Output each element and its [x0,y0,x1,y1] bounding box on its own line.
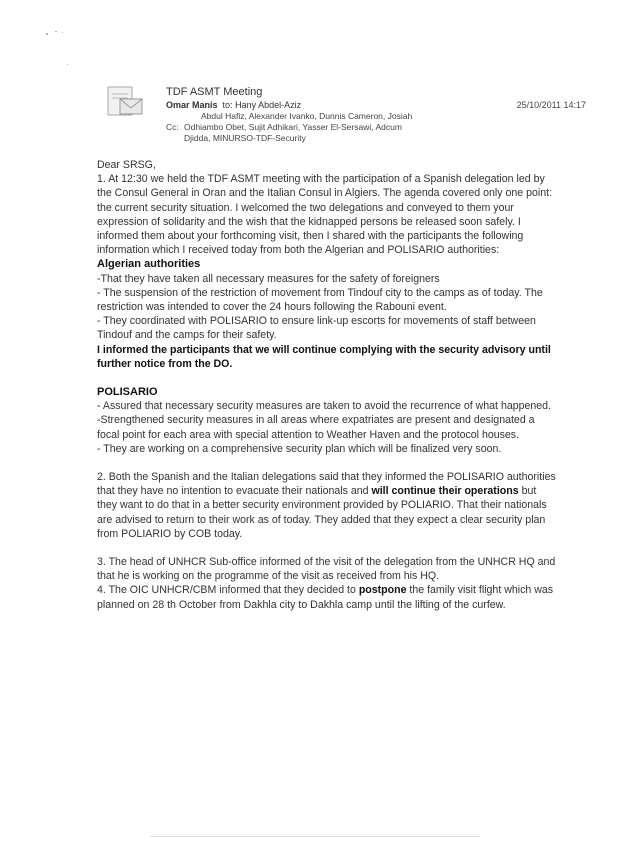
email-from-row [166,99,596,111]
scan-speck [67,64,68,65]
algeria-point-3: - They coordinated with POLISARIO to ensure link-up escorts for movements of staff between Tindouf and the camps for their safety. [97,315,536,342]
paragraph-4-bold: postpone [358,584,407,597]
paragraph-4 [97,583,557,611]
paragraph-3: 3. The head of UNHCR Sub-office informed of the visit of the delegation from the UNHCR HQ and that he is working on the programme of the visit as received from his HQ. [97,556,556,583]
paragraph-2-part-b: but they want to do that in a better security environment provided by POLIARIO. That their nationals are advised to return to their work as of today. They added that they expect a clear security plan from POLIARIO by COB today. [97,485,547,540]
cc-row [166,122,596,133]
scan-speck [46,33,48,35]
email-header [166,86,596,144]
paragraph-4-part-a: 4. The OIC UNHCR/CBM informed that they decided to [97,584,359,597]
email-date: 25/10/2011 14:17 [516,100,586,110]
email-subject: TDF ASMT Meeting [166,86,263,98]
to-recipients-line: Abdul Hafiz, Alexander Ivanko, Dunnis Cameron, Josiah [201,111,413,121]
to-label: to: [222,100,233,110]
envelope-icon [106,84,146,118]
polisario-point-2: -Strengthened security measures in all areas where expatriates are present and designated a focal point for each area with special attention to Weather Haven and the protocol houses. [97,414,535,441]
paragraph-1: 1. At 12:30 we held the TDF ASMT meeting with the participation of a Spanish delegation led by the Consul General in Oran and the Italian Consul in Algiers. The agenda covered only one point: the current security situation. I welcomed the two delegations and conveyed to them your expression of solidarity and the wish that the kidnapped persons be released soon safely. I informed them about your forthcoming visit, then I shared with the participants the following information which I received today from both the Algerian and POLISARIO authorities: [97,173,553,257]
cc-recipients-line1: Odhiambo Obet, Sujit Adhikari, Yasser El-Sersawi, Adcum [184,122,402,132]
algeria-point-2: - The suspension of the restriction of movement from Tindouf city to the camps as of today. The restriction was intended to cover the 24 hours following the Rabouni event. [97,286,543,314]
paragraph-2-bold: will continue their operations [371,485,519,498]
security-advisory-statement: I informed the participants that we will continue complying with the security advisory until further notice from the DO. [97,343,551,370]
salutation: Dear SRSG, [97,159,156,171]
polisario-point-1: - Assured that necessary security measures are taken to avoid the recurrence of what happened. [97,400,552,413]
scan-speck [62,32,63,33]
spacer [97,456,557,470]
spacer [97,541,557,555]
paragraph-4-part-b: the family visit flight which was planned on 28 th October from Dakhla city to Dakhla camp until the lifting of the curfew. [97,584,554,611]
cc-label: Cc: [166,122,179,132]
spacer [97,371,557,385]
polisario-point-3: - They are working on a comprehensive security plan which will be finalized very soon. [97,442,502,455]
polisario-heading: POLISARIO [97,386,158,399]
scan-speck [55,31,57,32]
cc-recipients-line2: Djidda, MINURSO-TDF-Security [184,133,306,143]
scan-edge-line [150,836,480,837]
email-sender: Omar Manis [166,100,218,110]
email-body [97,158,557,612]
to-recipient-primary: Hany Abdel-Aziz [235,100,302,110]
paragraph-2 [97,470,557,541]
algerian-authorities-heading: Algerian authorities [97,258,201,271]
algeria-point-1: -That they have taken all necessary measures for the safety of foreigners [97,272,440,285]
paragraph-2-part-a: 2. Both the Spanish and the Italian delegations said that they informed the POLISARIO authorities that they have no intention to evacuate their nationals and [97,471,556,498]
